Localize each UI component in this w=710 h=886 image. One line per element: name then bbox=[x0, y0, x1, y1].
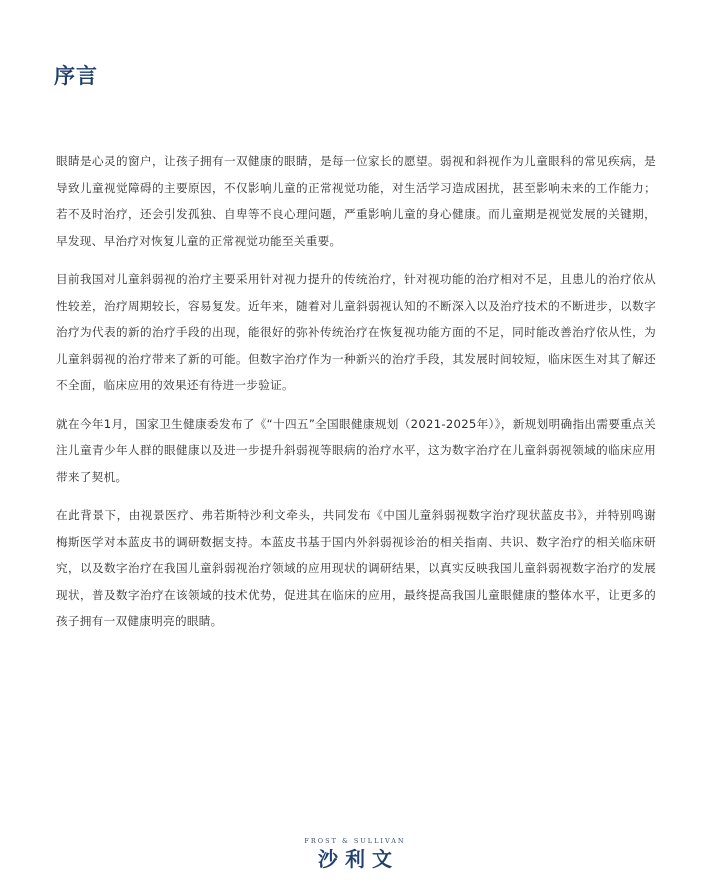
page-title: 序言 bbox=[54, 64, 98, 88]
logo-chinese-text: 沙利文 bbox=[318, 847, 399, 871]
preface-body bbox=[56, 148, 656, 647]
frost-sullivan-logo bbox=[0, 836, 710, 872]
logo-english-text: FROST & SULLIVAN bbox=[304, 837, 406, 845]
paragraph: 就在今年1月，国家卫生健康委发布了《“十四五”全国眼健康规划（2021-2025年）》，新规划明确指出需要重点关注儿童青少年人群的眼健康以及进一步提升斜弱视等眼病的治疗水平，这为数字治疗在儿童斜弱视领域的临床应用带来了契机。 bbox=[56, 416, 656, 484]
paragraph: 目前我国对儿童斜弱视的治疗主要采用针对视力提升的传统治疗，针对视功能的治疗相对不足，且患儿的治疗依从性较差，治疗周期较长，容易复发。近年来，随着对儿童斜弱视认知的不断深入以及治疗技术的不断进步，以数字治疗为代表的新的治疗手段的出现，能很好的弥补传统治疗在恢复视功能方面的不足，同时能改善治疗依从性，为儿童斜弱视的治疗带来了新的可能。但数字治疗作为一种新兴的治疗手段，其发展时间较短，临床医生对其了解还不全面，临床应用的效果还有待进一步验证。 bbox=[56, 272, 656, 392]
paragraph: 在此背景下，由视景医疗、弗若斯特沙利文牵头，共同发布《中国儿童斜弱视数字治疗现状蓝皮书》，并特别鸣谢梅斯医学对本蓝皮书的调研数据支持。本蓝皮书基于国内外斜弱视诊治的相关指南、共识、数字治疗的相关临床研究，以及数字治疗在我国儿童斜弱视治疗领域的应用现状的调研结果，以真实反映我国儿童斜弱视数字治疗的发展现状，普及数字治疗在该领域的技术优势，促进其在临床的应用，最终提高我国儿童眼健康的整体水平，让更多的孩子拥有一双健康明亮的眼睛。 bbox=[56, 508, 656, 628]
paragraph: 眼睛是心灵的窗户，让孩子拥有一双健康的眼睛，是每一位家长的愿望。弱视和斜视作为儿童眼科的常见疾病，是导致儿童视觉障碍的主要原因，不仅影响儿童的正常视觉功能，对生活学习造成困扰，甚至影响未来的工作能力；若不及时治疗，还会引发孤独、自卑等不良心理问题，严重影响儿童的身心健康。而儿童期是视觉发展的关键期，早发现、早治疗对恢复儿童的正常视觉功能至关重要。 bbox=[56, 154, 656, 248]
